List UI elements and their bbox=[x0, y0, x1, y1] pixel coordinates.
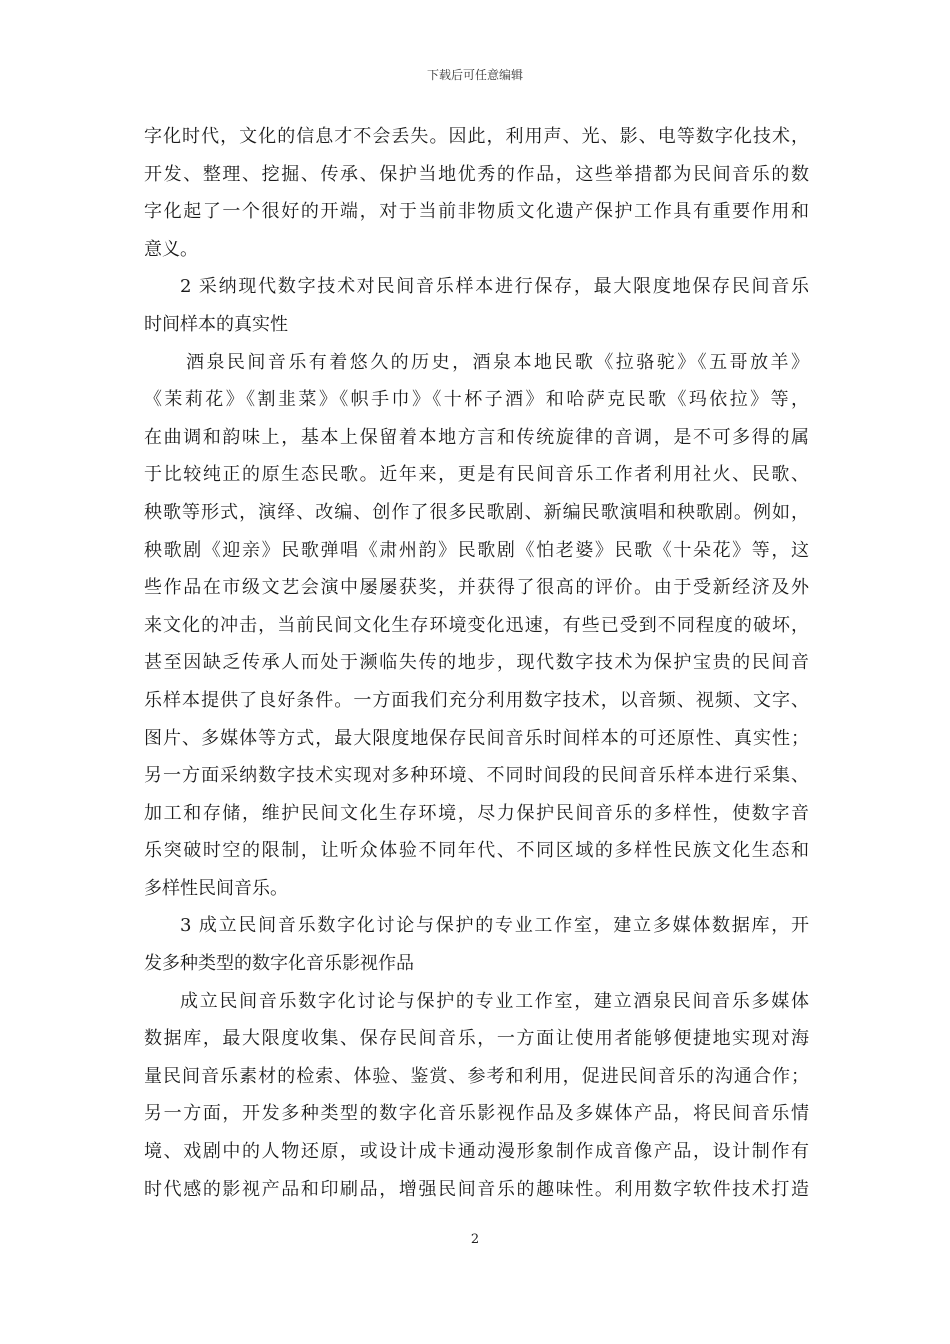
body-text bbox=[144, 118, 809, 1208]
text-line: 于比较纯正的原生态民歌。近年来，更是有民间音乐工作者利用社火、民歌、 bbox=[144, 464, 809, 486]
text-line: 境、戏剧中的人物还原，或设计成卡通动漫形象制作成音像产品，设计制作有 bbox=[144, 1141, 809, 1163]
text-line: 甚至因缺乏传承人而处于濒临失传的地步，现代数字技术为保护宝贵的民间音 bbox=[144, 652, 809, 674]
text-line: 《茉莉花》《割韭菜》《帜手巾》《十杯子酒》和哈萨克民歌《玛依拉》等， bbox=[144, 389, 809, 411]
text-line: 数据库，最大限度收集、保存民间音乐，一方面让使用者能够便捷地实现对海 bbox=[144, 1028, 809, 1050]
text-line: 来文化的冲击，当前民间文化生存环境变化迅速，有些已受到不同程度的破坏， bbox=[144, 614, 809, 636]
page-header: 下载后可任意编辑 bbox=[426, 68, 523, 82]
text-line: 量民间音乐素材的检索、体验、鉴赏、参考和利用，促进民间音乐的沟通合作； bbox=[144, 1065, 809, 1087]
text-line: 酒泉民间音乐有着悠久的历史，酒泉本地民歌《拉骆驼》《五哥放羊》 bbox=[186, 351, 809, 373]
text-line: 秧歌等形式，演绎、改编、创作了很多民歌剧、新编民歌演唱和秧歌剧。例如， bbox=[144, 501, 809, 523]
text-line: 些作品在市级文艺会演中屡屡获奖，并获得了很高的评价。由于受新经济及外 bbox=[144, 577, 809, 599]
text-line: 开发、整理、挖掘、传承、保护当地优秀的作品，这些举措都为民间音乐的数 bbox=[144, 163, 809, 185]
text-line: 乐突破时空的限制，让听众体验不同年代、不同区域的多样性民族文化生态和 bbox=[144, 840, 809, 862]
text-line: 字化时代，文化的信息才不会丢失。因此，利用声、光、影、电等数字化技术， bbox=[144, 126, 809, 147]
text-line: 另一方面，开发多种类型的数字化音乐影视作品及多媒体产品，将民间音乐情 bbox=[144, 1103, 809, 1125]
text-line: 另一方面采纳数字技术实现对多种环境、不同时间段的民间音乐样本进行采集、 bbox=[144, 765, 809, 787]
section-heading-line: 3 成立民间音乐数字化讨论与保护的专业工作室，建立多媒体数据库，开 bbox=[180, 915, 809, 937]
text-line: 加工和存储，维护民间文化生存环境，尽力保护民间音乐的多样性，使数字音 bbox=[144, 802, 809, 824]
text-line: 意义。 bbox=[144, 238, 198, 260]
section-heading-line: 2 采纳现代数字技术对民间音乐样本进行保存，最大限度地保存民间音乐 bbox=[180, 276, 809, 298]
text-line: 时代感的影视产品和印刷品，增强民间音乐的趣味性。利用数字软件技术打造 bbox=[144, 1178, 809, 1200]
page-number: 2 bbox=[470, 1232, 480, 1247]
section-heading-line: 时间样本的真实性 bbox=[144, 313, 288, 335]
text-line: 多样性民间音乐。 bbox=[144, 877, 288, 899]
section-heading-line: 发多种类型的数字化音乐影视作品 bbox=[144, 953, 414, 975]
text-line: 成立民间音乐数字化讨论与保护的专业工作室，建立酒泉民间音乐多媒体 bbox=[180, 990, 809, 1012]
text-line: 乐样本提供了良好条件。一方面我们充分利用数字技术，以音频、视频、文字、 bbox=[144, 689, 809, 711]
text-line: 字化起了一个很好的开端，对于当前非物质文化遗产保护工作具有重要作用和 bbox=[144, 201, 809, 223]
text-line: 在曲调和韵味上，基本上保留着本地方言和传统旋律的音调，是不可多得的属 bbox=[144, 426, 809, 448]
text-line: 秧歌剧《迎亲》民歌弹唱《肃州韵》民歌剧《怕老婆》民歌《十朵花》等，这 bbox=[144, 539, 809, 561]
text-line: 图片、多媒体等方式，最大限度地保存民间音乐时间样本的可还原性、真实性； bbox=[144, 727, 809, 749]
